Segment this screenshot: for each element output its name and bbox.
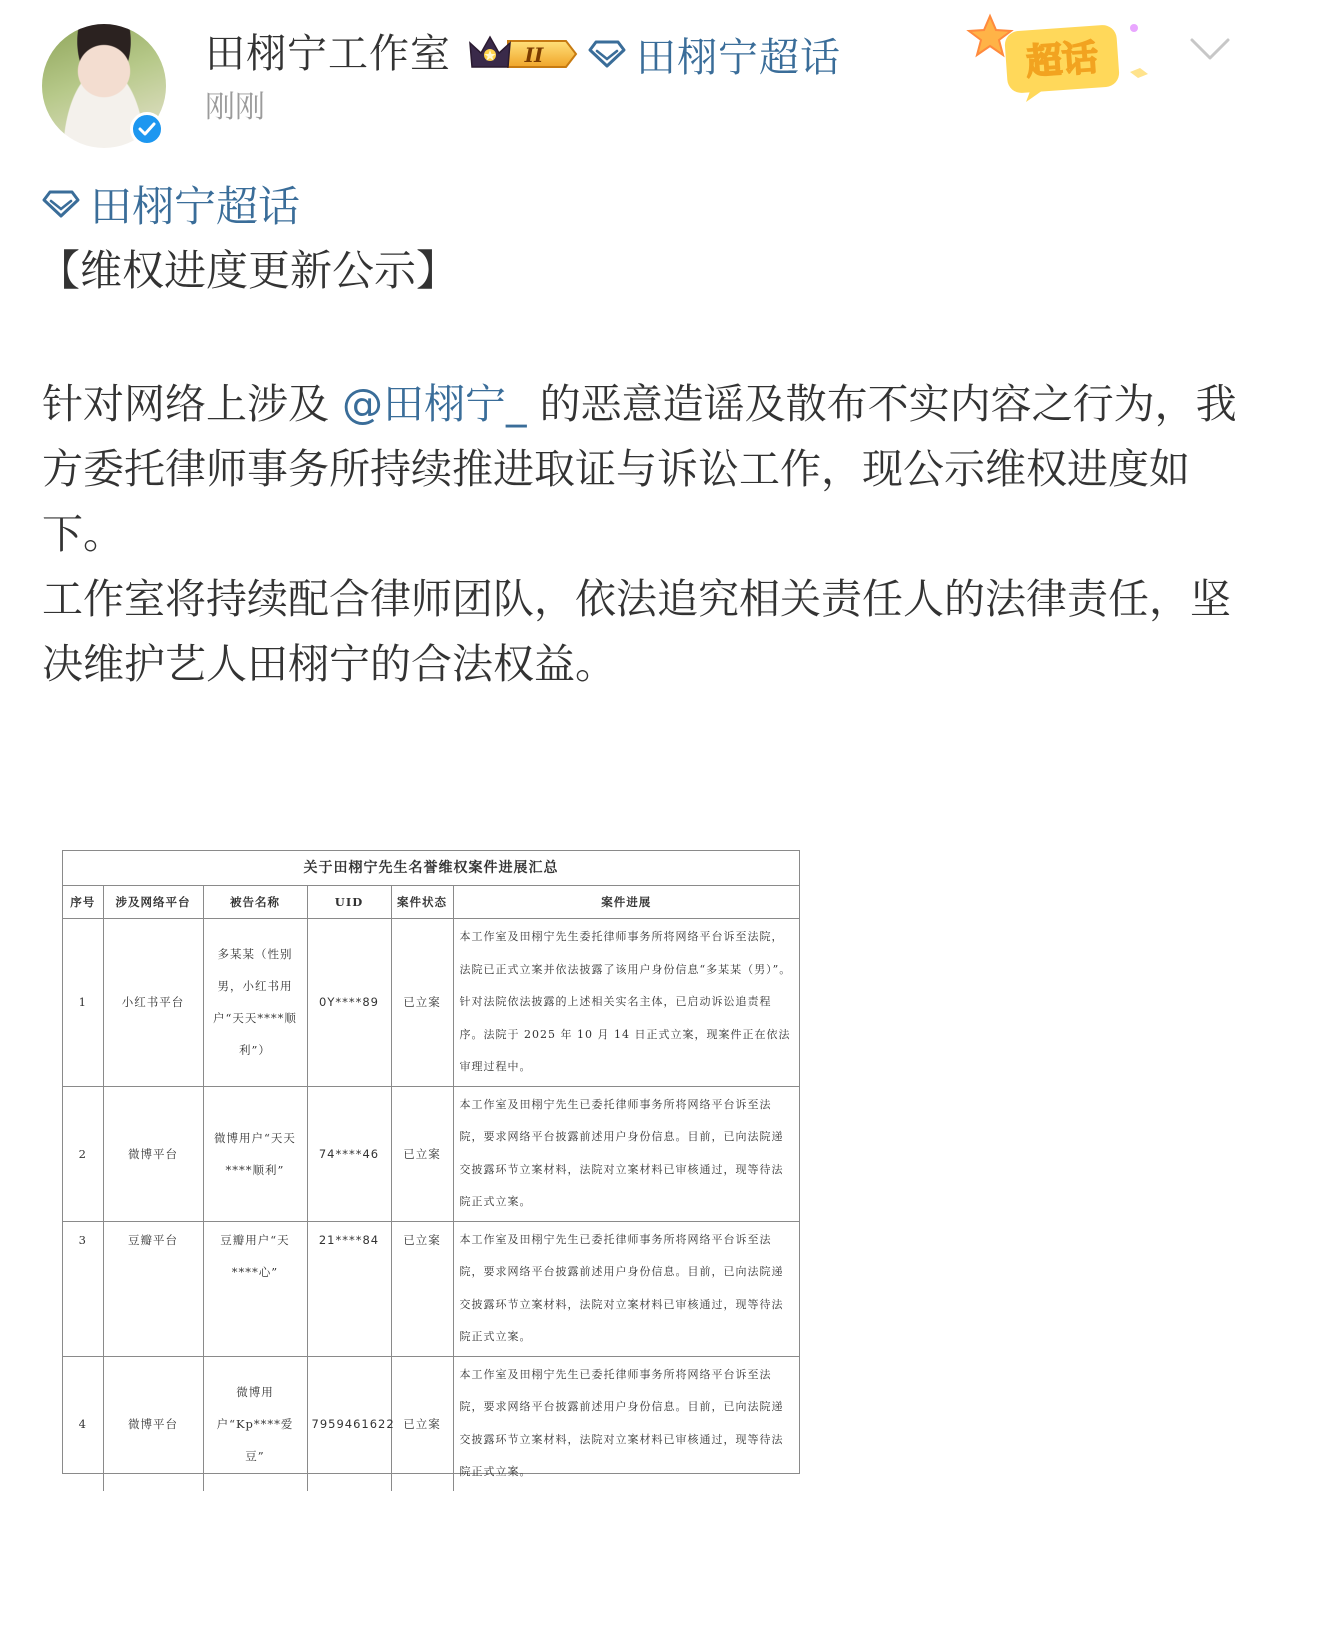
column-header: 案件状态 [391,886,453,919]
column-header: 涉及网络平台 [103,886,203,919]
row-status: 已立案 [391,1221,453,1356]
row-uid: 21****84 [307,1221,391,1356]
row-platform: 小红书平台 [103,919,203,1087]
row-progress: 本工作室及田栩宁先生已委托律师事务所将网络平台诉至法院，要求网络平台披露前述用户身份信息。目前，已向法院递交披露环节立案材料，法院对立案材料已审核通过，现等待法院正式立案。 [453,1086,799,1221]
paragraph-1-before: 针对网络上涉及 [42,380,343,428]
diamond-icon [42,189,80,219]
post-title: 【维权进度更新公示】 [38,246,459,295]
row-number: 4 [63,1356,103,1491]
post-time: 刚刚 [205,90,265,125]
topic-tag-label: 田栩宁超话 [90,182,301,231]
avatar-container[interactable] [42,24,166,148]
column-header: 序号 [63,886,103,919]
row-platform: 豆瓣平台 [103,1221,203,1356]
row-platform: 微博平台 [103,1356,203,1491]
column-header: 案件进展 [453,886,799,919]
row-uid: 7959461622 [307,1356,391,1491]
column-header: 被告名称 [203,886,307,919]
row-defendant: 多某某（性别男，小红书用户“天天****顺利”） [203,919,307,1087]
row-number: 2 [63,1086,103,1221]
attached-table-image[interactable] [62,850,800,1478]
row-number: 3 [63,1221,103,1356]
row-progress: 本工作室及田栩宁先生委托律师事务所将网络平台诉至法院，法院已正式立案并依法披露了该用户身份信息“多某某（男）”。针对法院依法披露的上述相关实名主体，已启动诉讼追责程序。法院于 2025 年 10 月 14 日正式立案，现案件正在依法审理过程中。 [453,919,799,1087]
row-uid: 74****46 [307,1086,391,1221]
row-platform: 微博平台 [103,1086,203,1221]
sticker-text: 超话 [1024,37,1100,84]
row-defendant: 微博用户“天天****顺利” [203,1086,307,1221]
supertopic-link[interactable] [588,26,841,82]
row-progress: 本工作室及田栩宁先生已委托律师事务所将网络平台诉至法院，要求网络平台披露前述用户身份信息。目前，已向法院递交披露环节立案材料，法院对立案材料已审核通过，现等待法院正式立案。 [453,1356,799,1491]
post-paragraph-1 [42,372,1242,567]
paragraph-1-after: 的恶意造谣及散布不实内容之行为，我方委托律师事务所持续推进取证与诉讼工作，现公示维权进度如下。 [42,380,1237,558]
crown-level-badge-icon[interactable] [468,33,578,75]
table-row [63,1086,799,1221]
supertopic-sticker-icon[interactable] [962,10,1162,110]
table-row [63,1221,799,1356]
post-paragraph-2: 工作室将持续配合律师团队，依法追究相关责任人的法律责任，坚决维护艺人田栩宁的合法权益。 [42,575,1231,688]
row-number: 1 [63,919,103,1087]
diamond-icon [588,39,626,69]
row-status: 已立案 [391,1086,453,1221]
username[interactable]: 田栩宁工作室 [205,31,451,77]
row-defendant: 豆瓣用户“天****心” [203,1221,307,1356]
table-row [63,919,799,1087]
row-status: 已立案 [391,1356,453,1491]
cases-table [63,886,799,1491]
row-progress: 本工作室及田栩宁先生已委托律师事务所将网络平台诉至法院，要求网络平台披露前述用户身份信息。目前，已向法院递交披露环节立案材料，法院对立案材料已审核通过，现等待法院正式立案。 [453,1221,799,1356]
row-status: 已立案 [391,919,453,1087]
badge-level-text: II [524,43,544,67]
verified-badge-icon [130,112,164,146]
post-body [42,372,1242,697]
row-uid: 0Y****89 [307,919,391,1087]
user-mention-link[interactable]: @田栩宁_ [342,380,527,428]
topic-tag-link[interactable] [42,176,300,232]
column-header: UID [307,886,391,919]
chevron-down-icon[interactable] [1188,34,1232,64]
table-title: 关于田栩宁先生名誉维权案件进展汇总 [63,851,799,886]
row-defendant: 微博用户“Kp****爱豆” [203,1356,307,1491]
table-header-row [63,886,799,919]
table-row [63,1356,799,1491]
supertopic-link-label: 田栩宁超话 [636,34,841,81]
